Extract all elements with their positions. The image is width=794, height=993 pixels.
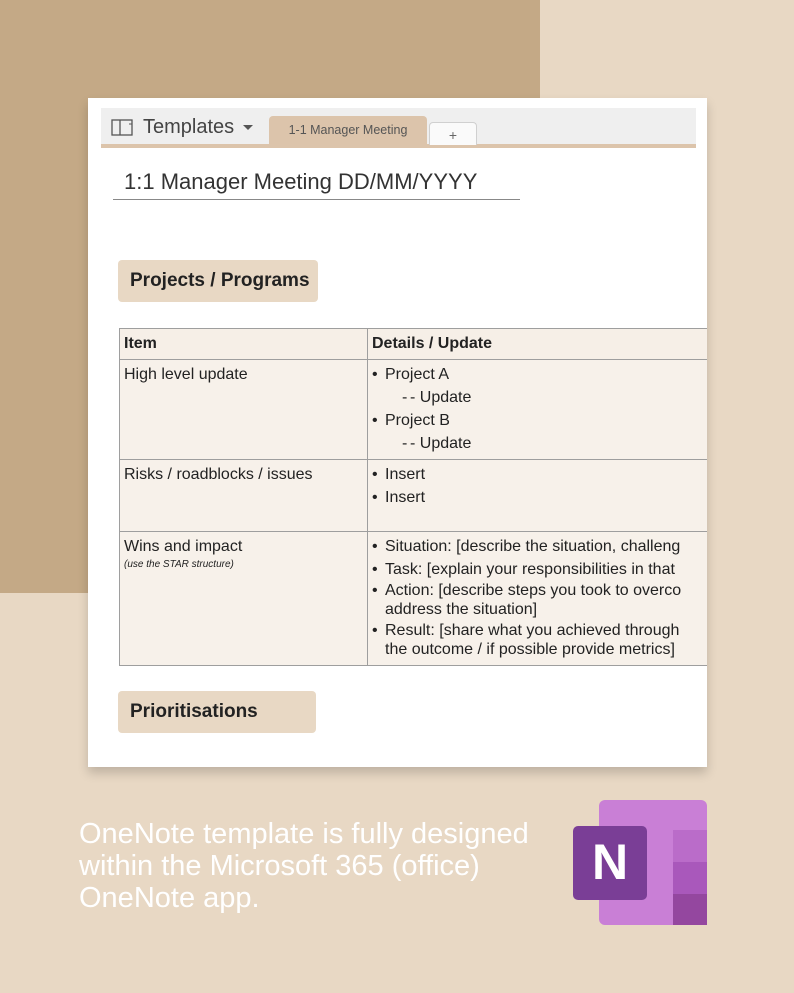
row-item-cell[interactable] <box>120 460 368 532</box>
notebook-dropdown[interactable] <box>143 116 253 139</box>
header-item[interactable]: Item <box>120 329 368 360</box>
page-title[interactable]: 1:1 Manager Meeting DD/MM/YYYY <box>124 169 478 194</box>
list-item: • Result: [share what you achieved through the outcome / if possible provide metrics] <box>372 621 707 659</box>
row-details-cell[interactable] <box>368 360 708 460</box>
list-item: • Situation: [describe the situation, challeng <box>372 535 707 558</box>
list-item: - - Update <box>372 386 707 409</box>
row-note: (use the STAR structure) <box>124 559 234 570</box>
list-item: • Project A <box>372 363 707 386</box>
row-details-cell[interactable] <box>368 460 708 532</box>
caret-down-icon <box>243 125 253 130</box>
logo-letter: N <box>591 834 629 890</box>
list-item: - - Update <box>372 432 707 455</box>
table-header-row <box>120 329 708 360</box>
list-item: • Insert <box>372 486 707 509</box>
row-details-cell[interactable] <box>368 532 708 666</box>
title-underline <box>113 199 520 200</box>
onenote-logo-icon <box>573 800 707 925</box>
table-row <box>120 460 708 532</box>
list-item: • Project B <box>372 409 707 432</box>
meeting-table <box>119 328 707 666</box>
prioritisations-heading[interactable]: Prioritisations <box>118 691 316 733</box>
projects-heading[interactable]: Projects / Programs <box>118 260 318 302</box>
row-item: Wins and impact <box>124 538 243 555</box>
header-details[interactable]: Details / Update <box>368 329 708 360</box>
tab-1-1-manager-meeting[interactable] <box>269 116 427 144</box>
list-item: • Action: [describe steps you took to overco address the situation] <box>372 581 707 619</box>
footer-caption: OneNote template is fully designed within the Microsoft 365 (office) OneNote app. <box>79 818 529 914</box>
table-row <box>120 532 708 666</box>
list-item: • Task: [explain your responsibilities in that <box>372 558 707 581</box>
row-item: Risks / roadblocks / issues <box>124 466 313 483</box>
list-item: • Insert <box>372 463 707 486</box>
notebook-title: Templates <box>143 116 235 138</box>
notebook-icon[interactable] <box>111 119 133 136</box>
add-section-button[interactable]: + <box>429 122 477 145</box>
row-item-cell[interactable] <box>120 360 368 460</box>
row-item: High level update <box>124 366 248 383</box>
onenote-window <box>88 98 707 767</box>
tab-label: 1-1 Manager Meeting <box>288 123 408 137</box>
table-row <box>120 360 708 460</box>
section-tab-bar <box>101 108 696 148</box>
row-item-cell[interactable] <box>120 532 368 666</box>
